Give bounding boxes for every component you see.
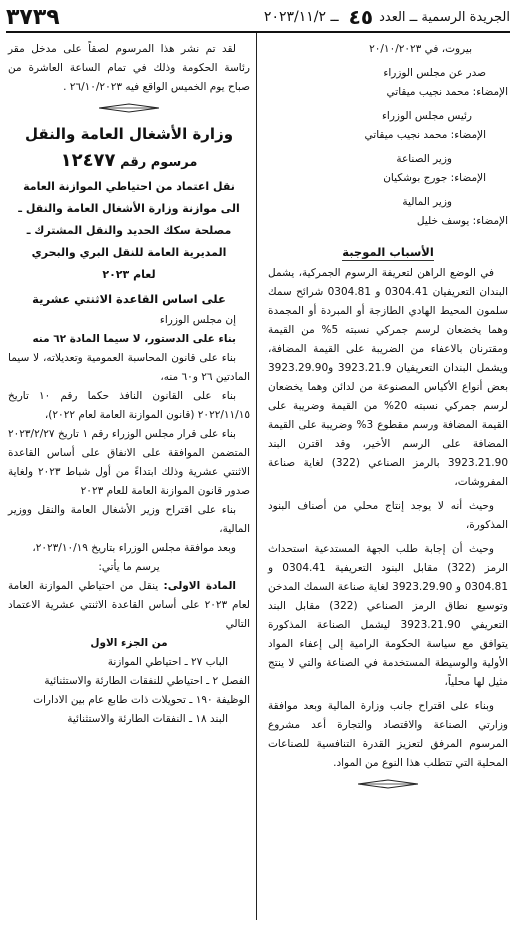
constitution-line: بناء على الدستور، لا سيما المادة ٦٢ منه [32,333,236,345]
council-line: إن مجلس الوزراء [159,314,236,326]
decree-title [8,176,250,286]
law-paragraph-3: بناء على قرار مجلس الوزراء رقم ١ تاريخ ٢٠٢٣/٢/٢٧ المتضمن الموافقة على الانفاق على أساس القاعدة الاثنتي عشرية وذلك ابتداءً من أول شباط ٢٠٢٣ ولغاية صدور قانون الموازنة العامة للعام ٢٠٢٣ [8,428,250,497]
column-divider [256,33,257,920]
item-clause: البند ١٨ ـ النفقات الطارئة والاستثنائية [67,713,228,725]
reasons-paragraph-3: وحيث أن إجابة طلب الجهة المستدعية استحداث الرمز (322) مقابل البنود التعريفية 0304.41 و 0304.81 و 3923.29.90 لغاية صناعة السمك المدخن وتوسيع نطاق الرمز الصناعي (322) مقابل البند التعريفي 3923.21.90 ليشمل الصناعة المذكورة يتوافق مع سياسة الحكومة الرامية إلى إعفاء المواد الأولية والوسيطة المستخدمة في الصناعة والتي لا ينتج مثيل لها محلياً، [268,543,509,688]
proposal-paragraph: بناء على اقتراح وزير الأشغال العامة والنقل ووزير المالية، [8,504,250,535]
decree-title-line-5: لعام ٢٠٢٣ [102,268,156,281]
law-paragraph-1: بناء على قانون المحاسبة العمومية وتعديلاته، لا سيما المادتين ٢٦ و٦٠ منه، [8,352,250,383]
law-paragraph-2: بناء على القانون النافذ حكما رقم ١٠ تاريخ ٢٠٢٢/١١/١٥ (قانون الموازنة العامة لعام ٢٠٢٢)، [8,390,250,421]
section-divider-ornament-2 [8,101,250,115]
place-date: بيروت، في ٢٠/١٠/٢٠٢٣ [369,43,472,55]
decrees-line: يرسم ما يأتي: [98,561,160,573]
item-section: الفصل ٢ ـ احتياطي للنفقات الطارئة والاستثنائية [44,675,250,687]
reasons-heading: الأسباب الموجبة [342,245,434,259]
issue-number: ٤٥ [348,5,374,29]
finance-minister-title: وزير المالية [402,196,452,208]
item-function: الوظيفة ١٩٠ ـ تحويلات ذات طابع عام بين الادارات [33,694,250,706]
decree-label: مرسوم رقم [120,155,198,170]
publication-note: لقد تم نشر هذا المرسوم لصقاً على مدخل مقر رئاسة الحكومة وذلك في تمام الساعة العاشرة من صباح يوم الخميس الواقع فيه ٢٦/١٠/٢٠٢٣ . [8,43,250,93]
finance-minister-signature: الإمضاء: يوسف خليل [416,215,508,227]
reasons-paragraph-1: في الوضع الراهن لتعريفة الرسوم الجمركية، يشمل البندان التعريفيان 0304.41 و 0304.81 شرائح سمك سلمون المحيط الهادي الطازجة أو المبردة أو المجمدة وهما يخضعان لرسم جمركي نسبته 5% من القيمة ومقترنان بالاعفاء من الضريبة على القيمة المضافة، ويشمل البندان التعريفيان 3923.21.9 و3923.29.90 بعض أنواع الأكياس المصنوعة من لدائن وهما يخضعان لرسم جمركي نسبته 20% من القيمة وضريبة على القيمة المضافة ورسم مقطوع 3% وضريبة على القيمة المضافة على الرسم الأخير، وقد اقترن البند 3923.21.90 بالرمز الصناعي (322) لغاية صناعة المفروشات، [268,267,509,488]
pm-signature-2: الإمضاء: محمد نجيب ميقاتي [364,129,486,141]
approval-paragraph: وبعد موافقة مجلس الوزراء بتاريخ ٢٠٢٣/١٠/١٩، [32,542,236,554]
pm-title: رئيس مجلس الوزراء [381,110,472,122]
decree-title-line-2: الى موازنة وزارة الأشغال العامة والنقل ـ [18,202,240,215]
reasons-paragraph-2: وحيث أنه لا يوجد إنتاج محلي من أصناف البنود المذكورة، [268,500,508,531]
basis-heading: على اساس القاعدة الاثنتي عشرية [32,292,226,306]
part-1-heading: من الجزء الاول [90,637,168,649]
industry-minister-signature: الإمضاء: جورج بوشكيان [383,172,486,184]
right-column [268,40,508,795]
decree-number: ١٢٤٧٧ [60,150,116,171]
journal-name: الجريدة الرسمية ــ العدد [379,9,510,25]
header-rule [6,31,510,33]
item-chapter: الباب ٢٧ ـ احتياطي الموازنة [107,656,228,668]
decree-heading [8,151,250,172]
decree-title-line-4: المديرية العامة للنقل البري والبحري [31,246,227,259]
article-1 [8,577,250,634]
article-1-label: المادة الاولى: [163,580,236,592]
reasons-paragraph-4: وبناء على اقتراح جانب وزارة المالية وبعد موافقة وزارتي الصناعة والاقتصاد والتجارة أعد مشروع المرسوم المرفق لتعزيز القدرة التنافسية للصناعات المحلية التي تتطلب هذا النوع من المواد. [268,700,508,769]
article-1-text: ينقل من احتياطي الموازنة العامة لعام ٢٠٢٣ على أساس القاعدة الاثنتي عشرية الاعتماد التالي [8,580,250,630]
ministry-heading: وزارة الأشغال العامة والنقل [24,125,234,143]
page-header [6,4,510,30]
pm-signature: الإمضاء: محمد نجيب ميقاتي [386,86,508,98]
decree-title-line-3: مصلحة سكك الحديد والنقل المشترك ـ [26,224,232,237]
page-number: ٣٧٣٩ [6,4,60,30]
issued-by: صدر عن مجلس الوزراء [383,67,486,79]
decree-title-line-1: نقل اعتماد من احتياطي الموازنة العامة [23,180,235,193]
left-column [8,40,250,729]
industry-minister-title: وزير الصناعة [396,153,452,165]
issue-date: ــ ٢٠٢٣/١١/٢ [263,9,339,25]
section-divider-ornament [268,777,508,791]
